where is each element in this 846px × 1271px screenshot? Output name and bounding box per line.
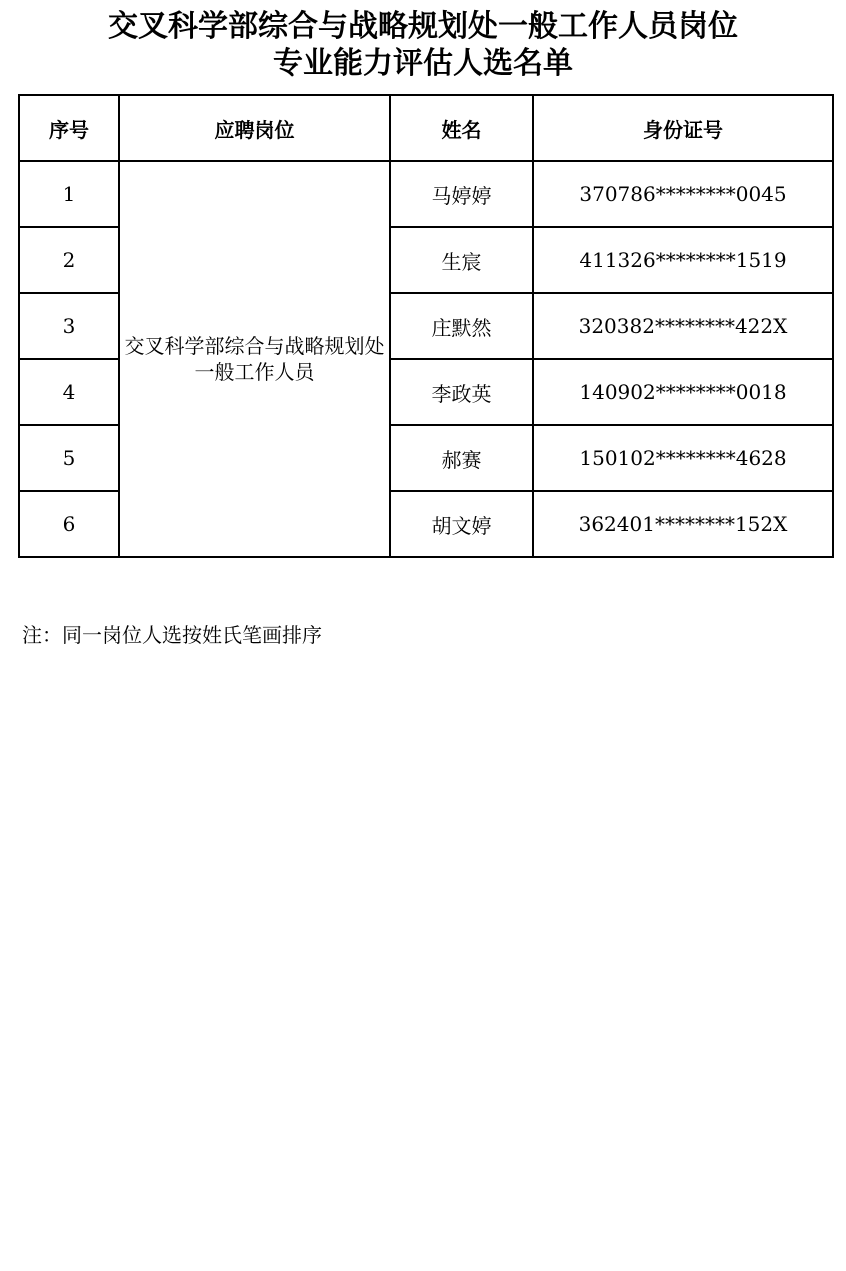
candidate-table [18,94,834,558]
row-seq: 4 [19,359,119,425]
row-id-number: 362401********152X [533,491,833,557]
page-title [0,8,846,82]
row-seq: 1 [19,161,119,227]
row-seq: 6 [19,491,119,557]
header-seq: 序号 [19,95,119,161]
header-position: 应聘岗位 [119,95,390,161]
row-id-number: 140902********0018 [533,359,833,425]
row-id-number: 150102********4628 [533,425,833,491]
row-name: 胡文婷 [390,491,533,557]
row-seq: 5 [19,425,119,491]
table-header-row [19,95,833,161]
row-name: 李政英 [390,359,533,425]
header-name: 姓名 [390,95,533,161]
row-name: 庄默然 [390,293,533,359]
row-id-number: 411326********1519 [533,227,833,293]
row-name: 郝赛 [390,425,533,491]
position-cell: 交叉科学部综合与战略规划处一般工作人员 [119,161,390,557]
row-id-number: 320382********422X [533,293,833,359]
row-seq: 2 [19,227,119,293]
title-line-1: 交叉科学部综合与战略规划处一般工作人员岗位 [108,9,738,44]
row-seq: 3 [19,293,119,359]
row-name: 马婷婷 [390,161,533,227]
sorting-note: 注：同一岗位人选按姓氏笔画排序 [22,623,322,647]
table-row [19,161,833,227]
row-id-number: 370786********0045 [533,161,833,227]
header-id-number: 身份证号 [533,95,833,161]
row-name: 生宸 [390,227,533,293]
title-line-2: 专业能力评估人选名单 [273,46,573,81]
